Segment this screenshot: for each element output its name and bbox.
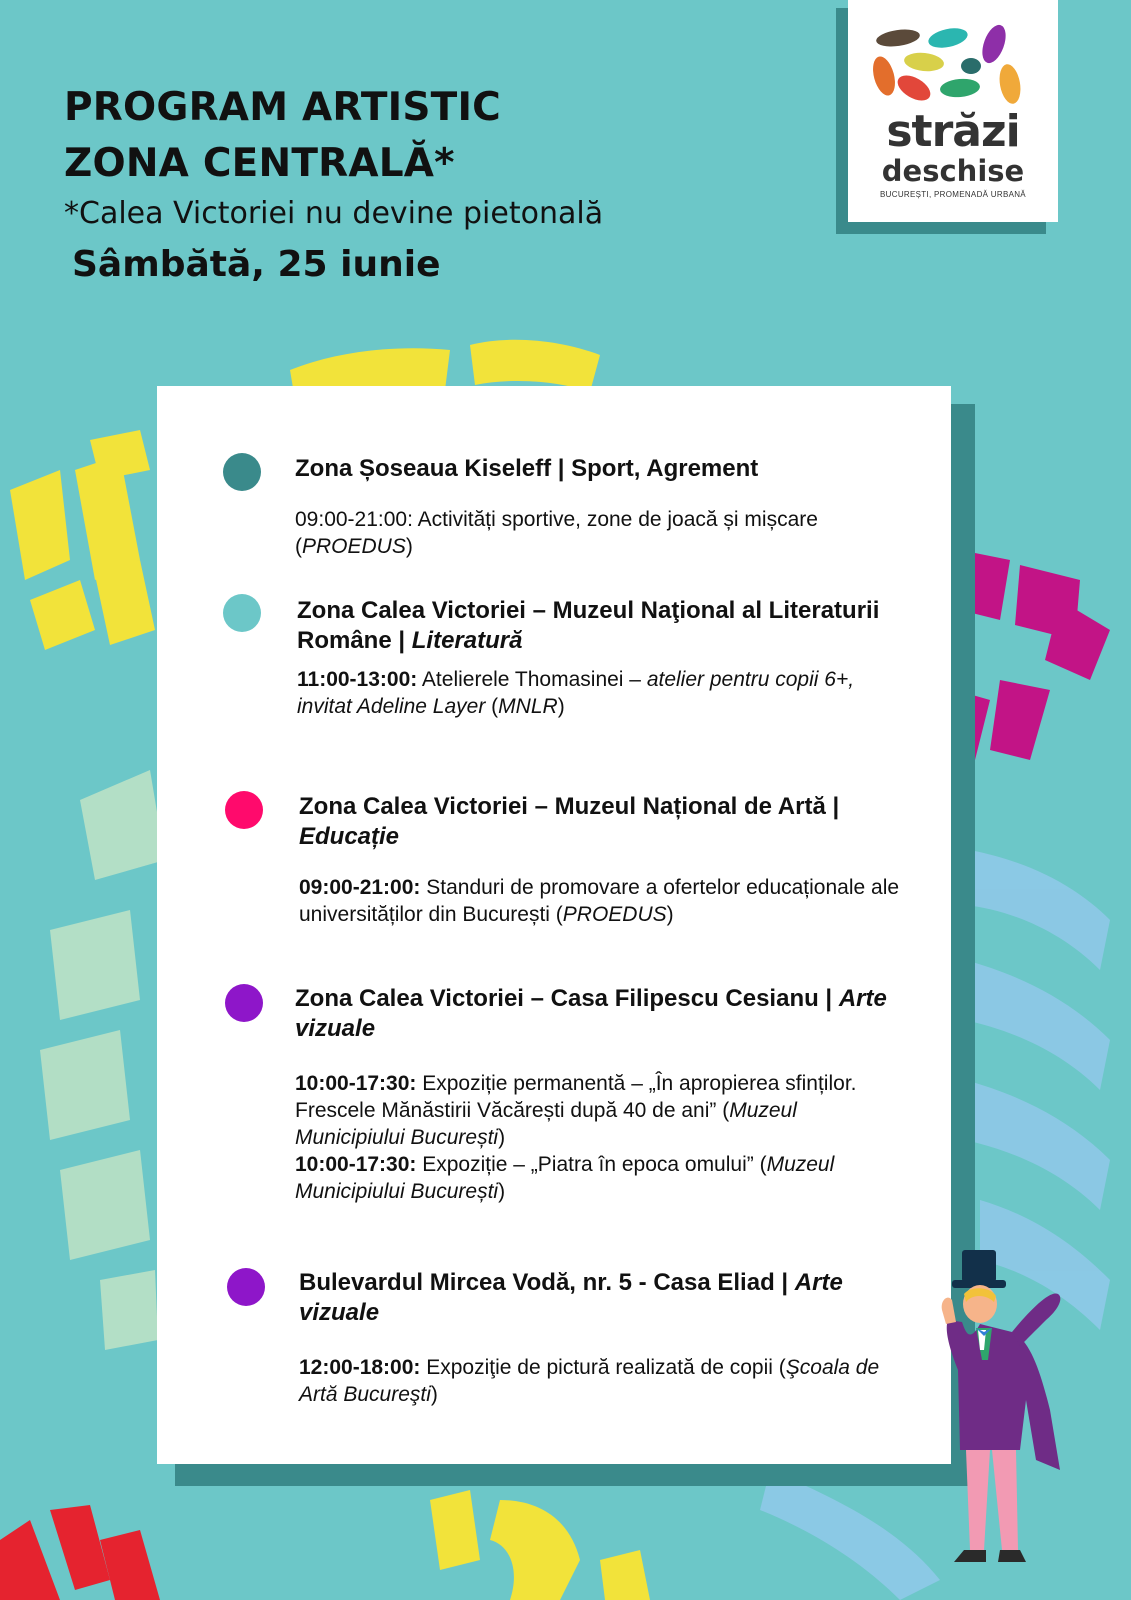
item-description: atelier pentru copii 6+, invitat Adeline Layer bbox=[297, 668, 855, 718]
section-title-text: Zona Calea Victoriei – Muzeul Naţional al Literaturii Române | bbox=[297, 597, 880, 654]
footprints-logo-icon bbox=[866, 24, 1040, 114]
section-title-text: Zona Calea Victoriei – Muzeul Național de Artă | bbox=[299, 793, 840, 820]
item-tail: ) bbox=[405, 535, 413, 558]
item-text-mid: ( bbox=[485, 695, 499, 718]
item-time: 11:00-13:00: bbox=[297, 668, 418, 691]
section-title bbox=[299, 792, 899, 852]
program-card bbox=[157, 386, 951, 1464]
item-time: 10:00-17:30: bbox=[295, 1072, 417, 1095]
section-category: Arte vizuale bbox=[295, 985, 887, 1042]
event-date: Sâmbătă, 25 iunie bbox=[72, 244, 441, 285]
section-dot-teal-light bbox=[223, 594, 261, 632]
section-dot-pink bbox=[225, 791, 263, 829]
item-time: 09:00-21:00: bbox=[299, 876, 421, 899]
section-title bbox=[295, 984, 895, 1044]
item-tail: ) bbox=[498, 1126, 506, 1149]
section-item bbox=[299, 874, 909, 928]
item-text: Expoziţie de pictură realizată de copii ( bbox=[420, 1356, 786, 1379]
item-organizer: PROEDUS bbox=[302, 535, 406, 558]
section-dot-purple bbox=[227, 1268, 265, 1306]
item-text: Expoziție permanentă – „În apropierea sfinților. Frescele Mănăstirii Văcărești după 40 de ani” ( bbox=[295, 1072, 857, 1122]
section-title-text: Zona Calea Victoriei – Casa Filipescu Cesianu | bbox=[295, 985, 839, 1012]
section-item bbox=[295, 1070, 905, 1205]
item-time: 12:00-18:00: bbox=[299, 1356, 421, 1379]
item-text: Expoziție – „Piatra în epoca omului” ( bbox=[416, 1153, 767, 1176]
item-organizer: Muzeul Municipiului București bbox=[295, 1099, 797, 1149]
section-category: Educație bbox=[299, 823, 400, 850]
section-title bbox=[299, 1268, 899, 1328]
item-text: 09:00-21:00: Activități sportive, zone de joacă și mișcare ( bbox=[295, 508, 818, 558]
yellow-footprint-left bbox=[10, 430, 155, 650]
item-organizer: MNLR bbox=[498, 695, 558, 718]
item-organizer: Muzeul Municipiului București bbox=[295, 1153, 835, 1203]
section-dot-teal-dark bbox=[223, 453, 261, 491]
item-organizer: Şcoala de Artă Bucureşti bbox=[299, 1356, 880, 1406]
title-line-1: PROGRAM ARTISTIC bbox=[64, 85, 501, 130]
item-organizer: PROEDUS bbox=[562, 903, 667, 926]
item-tail: ) bbox=[666, 903, 674, 926]
item-text: Standuri de promovare a ofertelor educaționale ale universităților din București ( bbox=[299, 876, 900, 926]
header-note: *Calea Victoriei nu devine pietonală bbox=[64, 196, 604, 231]
section-title-text: Zona Șoseaua Kiseleff | Sport, Agrement bbox=[295, 455, 759, 482]
item-time: 10:00-17:30: bbox=[295, 1153, 417, 1176]
logo-word-strazi: străzi bbox=[886, 106, 1020, 157]
page-header bbox=[64, 80, 603, 290]
performer-illustration bbox=[940, 1250, 1080, 1600]
section-category: Literatură bbox=[411, 627, 523, 654]
red-footprint-bottom bbox=[0, 1505, 160, 1600]
section-item bbox=[299, 1354, 909, 1408]
blue-footprint-bottom bbox=[760, 1470, 940, 1600]
item-tail: ) bbox=[557, 695, 565, 718]
section-title bbox=[297, 596, 897, 656]
section-title bbox=[295, 454, 895, 484]
pale-footprint-left bbox=[40, 770, 165, 1350]
yellow-footprint-bottom bbox=[430, 1490, 650, 1600]
section-dot-purple bbox=[225, 984, 263, 1022]
logo-tagline: BUCUREȘTI, PROMENADĂ URBANĂ bbox=[880, 190, 1026, 199]
logo-word-deschise: deschise bbox=[881, 154, 1025, 188]
magenta-footprint-right bbox=[955, 550, 1110, 760]
section-item bbox=[295, 506, 905, 560]
item-tail: ) bbox=[430, 1383, 438, 1406]
item-text: Atelierele Thomasinei – bbox=[417, 668, 647, 691]
title-line-2: ZONA CENTRALĂ* bbox=[64, 141, 455, 186]
section-title-text: Bulevardul Mircea Vodă, nr. 5 - Casa Eliad | bbox=[299, 1269, 795, 1296]
logo-card bbox=[848, 0, 1058, 222]
section-category: Arte vizuale bbox=[299, 1269, 843, 1326]
item-tail: ) bbox=[498, 1180, 506, 1203]
section-item bbox=[297, 666, 907, 720]
